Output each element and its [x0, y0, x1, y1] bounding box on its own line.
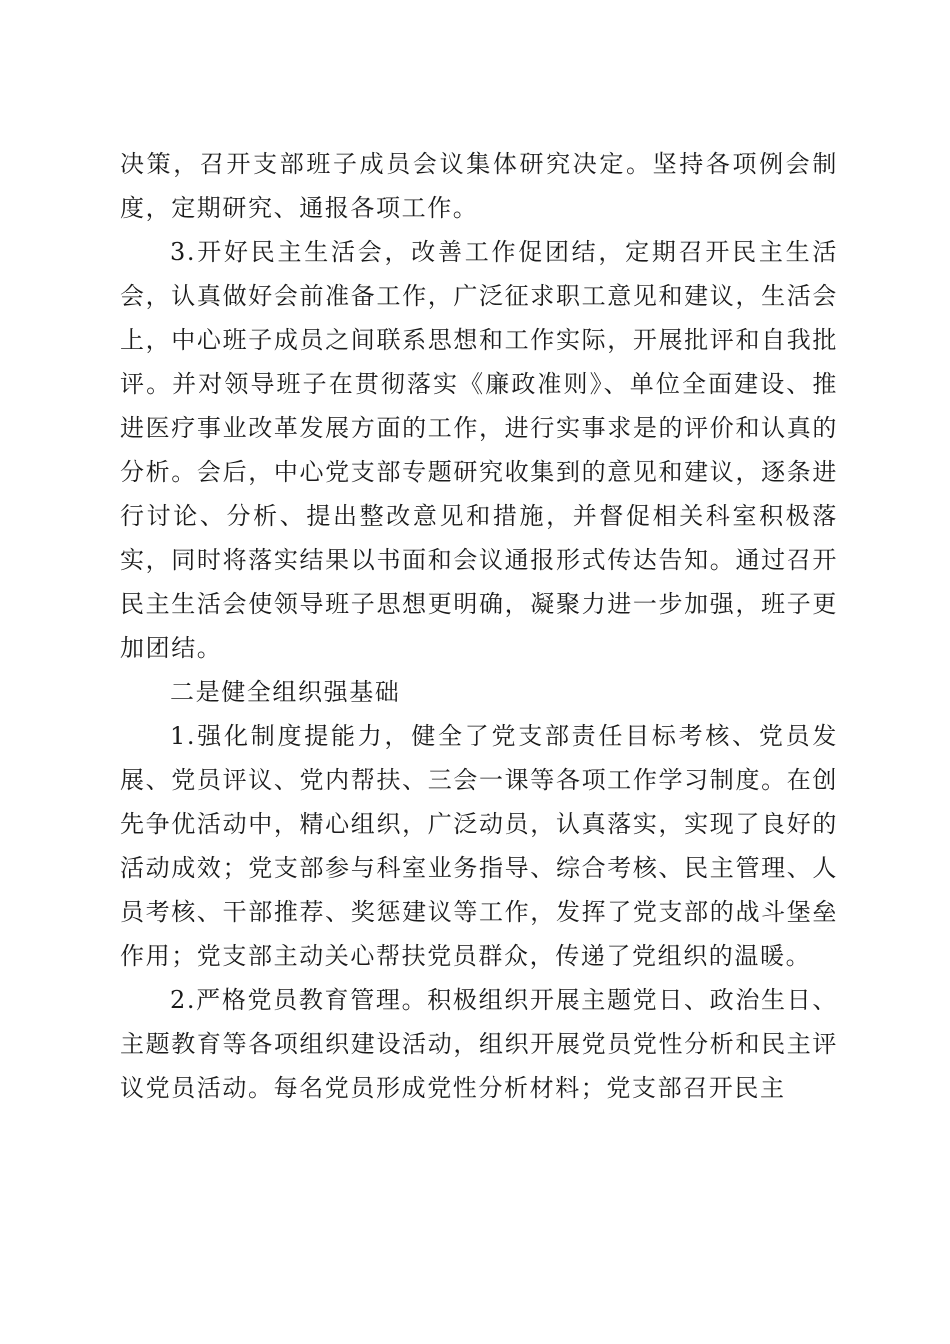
paragraph-member-education: 2.严格党员教育管理。积极组织开展主题党日、政治生日、主题教育等各项组织建设活动，组织开展党员党性分析和民主评议党员活动。每名党员形成党性分析材料；党支部召开民主 — [120, 986, 838, 1102]
section-heading: 二是健全组织强基础 — [170, 678, 401, 706]
paragraph-strengthen-system: 1.强化制度提能力，健全了党支部责任目标考核、党员发展、党员评议、党内帮扶、三会一课等各项工作学习制度。在创先争优活动中，精心组织，广泛动员，认真落实，实现了良好的活动成效；党支部参与科室业务指导、综合考核、民主管理、人员考核、干部推荐、奖惩建议等工作，发挥了党支部的战斗堡垒作用；党支部主动关心帮扶党员群众，传递了党组织的温暖。 — [120, 722, 838, 970]
paragraph-continuation: 决策，召开支部班子成员会议集体研究决定。坚持各项例会制度，定期研究、通报各项工作。 — [120, 150, 838, 222]
document-body — [120, 142, 838, 1110]
paragraph-democratic-life-meeting: 3.开好民主生活会，改善工作促团结，定期召开民主生活会，认真做好会前准备工作，广泛征求职工意见和建议，生活会上，中心班子成员之间联系思想和工作实际，开展批评和自我批评。并对领导班子在贯彻落实《廉政准则》、单位全面建设、推进医疗事业改革发展方面的工作，进行实事求是的评价和认真的分析。会后，中心党支部专题研究收集到的意见和建议，逐条进行讨论、分析、提出整改意见和措施，并督促相关科室积极落实，同时将落实结果以书面和会议通报形式传达告知。通过召开民主生活会使领导班子思想更明确，凝聚力进一步加强，班子更加团结。 — [120, 238, 838, 662]
